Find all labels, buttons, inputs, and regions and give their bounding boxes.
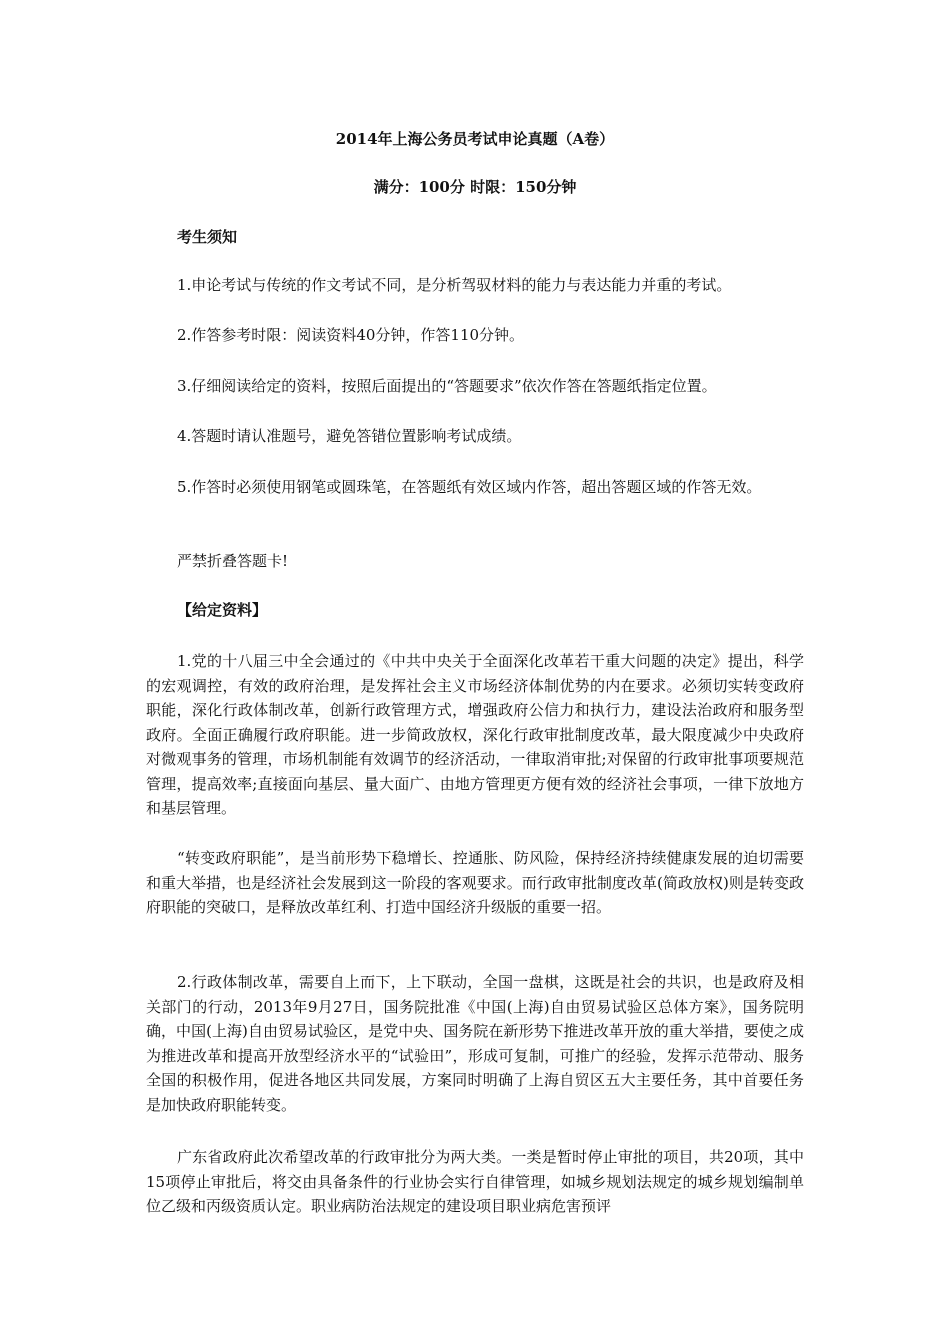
notice-item: 2.作答参考时限：阅读资料40分钟，作答110分钟。 [177,326,525,344]
notice-heading: 考生须知 [177,228,238,246]
material-paragraph: 2.行政体制改革，需要自上而下，上下联动，全国一盘棋，这既是社会的共识，也是政府及相关部门的行动，2013年9月27日，国务院批准《中国(上海)自由贸易试验区总体方案》，国务院明确，中国(上海)自由贸易试验区，是党中央、国务院在新形势下推进改革开放的重大举措，要使之成为推进改革和提高开放型经济水平的“试验田”，形成可复制，可推广的经验，发挥示范带动、服务全国的积极作用，促进各地区共同发展，方案同时明确了上海自贸区五大主要任务，其中首要任务是加快政府职能转变。 [146,973,804,1114]
material-paragraph: 广东省政府此次希望改革的行政审批分为两大类。一类是暂时停止审批的项目，共20项，其中15项停止审批后，将交由具备条件的行业协会实行自律管理，如城乡规划法规定的城乡规划编制单位乙级和丙级资质认定。职业病防治法规定的建设项目职业病危害预评 [146,1148,804,1215]
document-title: 2014年上海公务员考试申论真题（A卷） [335,130,615,148]
notice-item: 4.答题时请认准题号，避免答错位置影响考试成绩。 [177,427,522,445]
notice-item: 5.作答时必须使用钢笔或圆珠笔，在答题纸有效区域内作答，超出答题区域的作答无效。 [177,478,762,496]
warning-text: 严禁折叠答题卡! [177,552,289,570]
document-subtitle: 满分：100分 时限：150分钟 [373,178,577,196]
materials-heading: 【给定资料】 [177,601,268,619]
notice-item: 3.仔细阅读给定的资料，按照后面提出的“答题要求”依次作答在答题纸指定位置。 [177,377,717,395]
material-paragraph: “转变政府职能”，是当前形势下稳增长、控通胀、防风险，保持经济持续健康发展的迫切需要和重大举措，也是经济社会发展到这一阶段的客观要求。而行政审批制度改革(简政放权)则是转变政府职能的突破口，是释放改革红利、打造中国经济升级版的重要一招。 [146,849,804,916]
notice-item: 1.申论考试与传统的作文考试不同，是分析驾驭材料的能力与表达能力并重的考试。 [177,276,732,294]
material-paragraph: 1.党的十八届三中全会通过的《中共中央关于全面深化改革若干重大问题的决定》提出，科学的宏观调控，有效的政府治理，是发挥社会主义市场经济体制优势的内在要求。必须切实转变政府职能，深化行政体制改革，创新行政管理方式，增强政府公信力和执行力，建设法治政府和服务型政府。全面正确履行政府职能。进一步简政放权，深化行政审批制度改革，最大限度减少中央政府对微观事务的管理，市场机制能有效调节的经济活动，一律取消审批;对保留的行政审批事项要规范管理，提高效率;直接面向基层、量大面广、由地方管理更方便有效的经济社会事项，一律下放地方和基层管理。 [146,652,804,817]
